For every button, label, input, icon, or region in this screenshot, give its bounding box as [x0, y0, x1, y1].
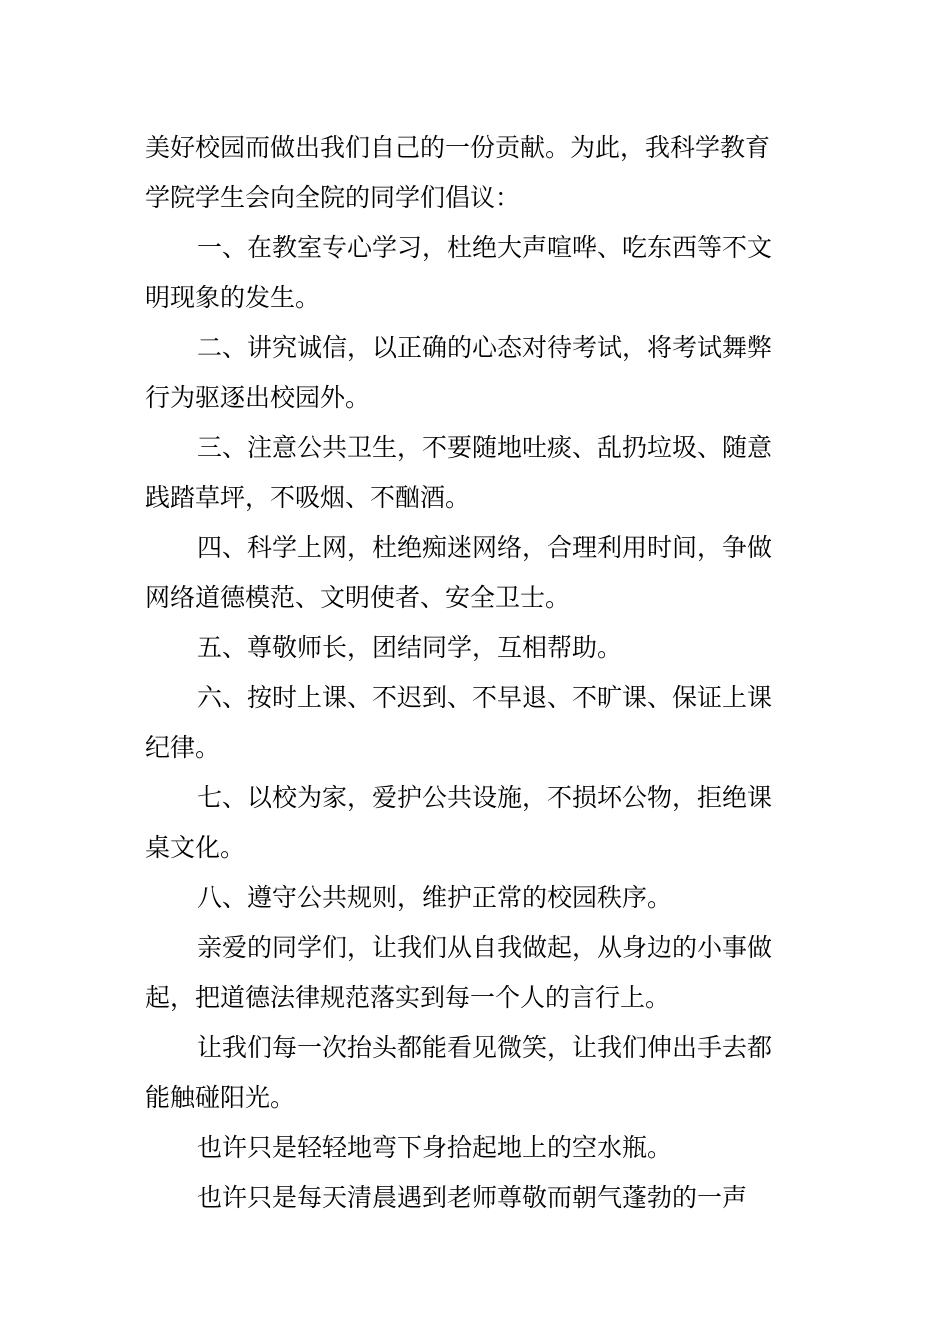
text-line: 七、以校为家，爱护公共设施，不损坏公物，拒绝课 [197, 783, 773, 812]
text-line: 三、注意公共卫生，不要随地吐痰、乱扔垃圾、随意 [197, 433, 773, 462]
text-line: 纪律。 [145, 733, 221, 762]
text-line: 亲爱的同学们，让我们从自我做起，从身边的小事做 [197, 933, 773, 962]
text-line: 八、遵守公共规则，维护正常的校园秩序。 [197, 883, 673, 912]
text-line: 让我们每一次抬头都能看见微笑，让我们伸出手去都 [197, 1033, 773, 1062]
text-line: 六、按时上课、不迟到、不早退、不旷课、保证上课 [197, 683, 773, 712]
text-line: 美好校园而做出我们自己的一份贡献。为此，我科学教育 [145, 133, 771, 162]
text-line: 网络道德模范、文明使者、安全卫士。 [145, 583, 571, 612]
text-line: 行为驱逐出校园外。 [145, 383, 371, 412]
text-line: 能触碰阳光。 [145, 1083, 296, 1112]
text-line: 学院学生会向全院的同学们倡议： [145, 183, 521, 212]
text-line: 明现象的发生。 [145, 283, 321, 312]
text-line: 也许只是每天清晨遇到老师尊敬而朝气蓬勃的一声 [197, 1183, 748, 1212]
text-line: 起，把道德法律规范落实到每一个人的言行上。 [145, 983, 671, 1012]
text-line: 桌文化。 [145, 833, 246, 862]
text-line: 也许只是轻轻地弯下身拾起地上的空水瓶。 [197, 1133, 673, 1162]
text-line: 二、讲究诚信，以正确的心态对待考试，将考试舞弊 [197, 333, 773, 362]
text-line: 五、尊敬师长，团结同学，互相帮助。 [197, 633, 623, 662]
text-line: 四、科学上网，杜绝痴迷网络，合理利用时间，争做 [197, 533, 773, 562]
text-line: 践踏草坪，不吸烟、不酗酒。 [145, 483, 471, 512]
text-line: 一、在教室专心学习，杜绝大声喧哗、吃东西等不文 [197, 233, 773, 262]
